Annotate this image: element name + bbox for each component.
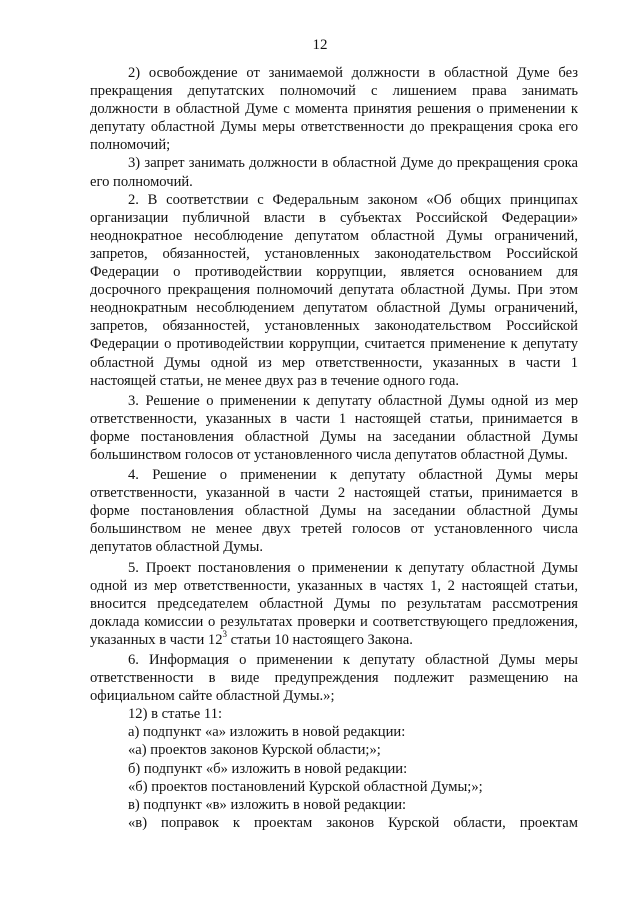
paragraph-part-5-tail: статьи 10 настоящего Закона. (227, 631, 413, 648)
subitem-v-instruction: в) подпункт «в» изложить в новой редакции: (128, 796, 407, 813)
subitem-v-text: «в) поправок к проектам законов Курской области, проектам (128, 814, 578, 831)
subitem-b-instruction: б) подпункт «б» изложить в новой редакции: (128, 760, 408, 777)
paragraph-part-6: 6. Информация о применении к депутату областной Думы меры ответственности в виде предупреждения подлежит размещению на официальном сайте областной Думы.»; (90, 652, 578, 705)
paragraph-part-3: 3. Решение о применении к депутату областной Думы одной из мер ответственности, указанных в части 1 настоящей статьи, принимается в форме постановления областной Думы на заседании областной Думы большинством голосов от установленного числа депутатов областной Думы. (90, 392, 578, 463)
item-article-11: 12) в статье 11: (128, 706, 223, 723)
page-number: 12 (312, 37, 328, 53)
paragraph-release-from-position: 2) освобождение от занимаемой должности в областной Думе без прекращения депутатских полномочий с лишением права занимать должности в областной Думе с момента принятия решения о применении к депутату областной Думы меры ответственности до прекращения срока его полномочий; (90, 65, 578, 154)
superscript-index: 3 (222, 629, 228, 640)
subitem-b-text: «б) проектов постановлений Курской областной Думы;»; (128, 778, 483, 795)
paragraph-ban-on-positions: 3) запрет занимать должности в областной Думе до прекращения срока его полномочий. (90, 155, 578, 190)
paragraph-part-2: 2. В соответствии с Федеральным законом «Об общих принципах организации публичной власти в субъектах Российской Федерации» неоднократное несоблюдение депутатом областной Думы ограничений, запретов, обязанностей, установленных законодательством Российской Федерации о противодействии коррупции, является основанием для досрочного прекращения полномочий депутата областной Думы. При этом неоднократным несоблюдением депутатом областной Думы ограничений, запретов, обязанностей, установленных законодательством Российской Федерации о противодействии коррупции, считается применение к депутату областной Думы одной из мер ответственности, указанных в части 1 настоящей статьи, не менее двух раз в течение одного года. (90, 191, 578, 389)
document-body (90, 64, 578, 832)
subitem-a-instruction: а) подпункт «а» изложить в новой редакции: (128, 724, 406, 741)
paragraph-part-5 (90, 559, 578, 649)
paragraph-part-4: 4. Решение о применении к депутату областной Думы меры ответственности, указанной в части 2 настоящей статьи, принимается в форме постановления областной Думы на заседании областной Думы большинством не менее двух третей голосов от установленного числа депутатов областной Думы. (90, 467, 578, 556)
subitem-a-text: «а) проектов законов Курской области;»; (128, 742, 381, 759)
paragraph-part-5-text: 5. Проект постановления о применении к депутату областной Думы одной из мер ответственности, указанных в частях 1, 2 настоящей статьи, вносится председателем областной Думы по результатам рассмотрения доклада комиссии о результатах проверки и соответствующего предложения, указанных в части 12 (90, 559, 578, 648)
